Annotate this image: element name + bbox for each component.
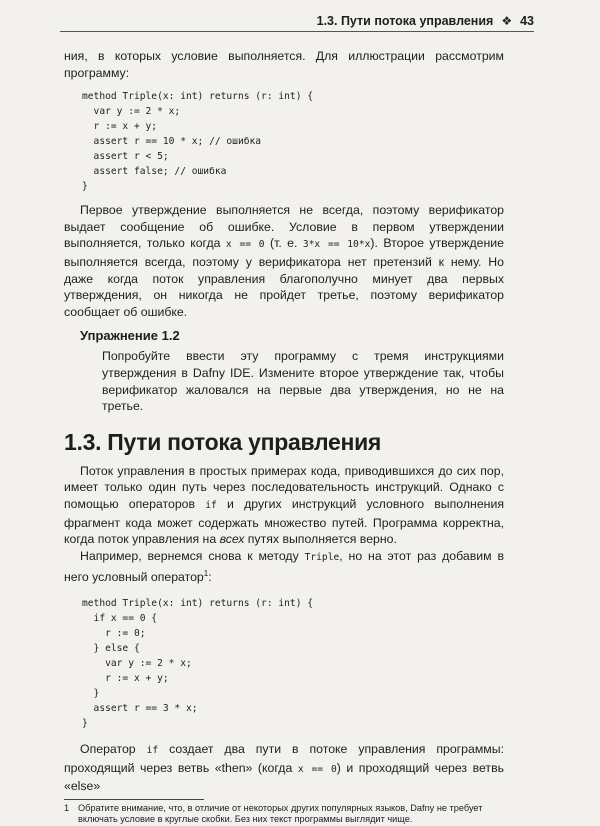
footnote: [64, 803, 504, 826]
paragraph-continuation: ния, в которых условие выполняется. Для иллюстрации рассмотрим программу:: [64, 49, 504, 80]
exercise-title: Упражнение 1.2: [80, 328, 180, 344]
code-block-triple-asserts: method Triple(x: int) returns (r: int) { var y := 2 * x; r := x + y; assert r == 10 * x; // ошибка assert r < 5; assert false; // ошибка }: [82, 91, 314, 193]
footnote-reference: 1: [203, 569, 209, 579]
page-content: [64, 48, 504, 826]
section-heading: 1.3. Пути потока управления: [64, 428, 382, 455]
inline-code: x == 0: [297, 763, 337, 775]
header-section-title: 1.3. Пути потока управления: [316, 14, 494, 28]
footnote-mark: 1: [64, 802, 70, 813]
footnote-text: Обратите внимание, что, в отличие от некоторых других популярных языков, Dafny не требует включать условие в круглые скобки. Без них текст программы выглядит чище.: [78, 802, 483, 825]
code-block-triple-if: method Triple(x: int) returns (r: int) { if x == 0 { r := 0; } else { var y := 2 * x; r := x + y; } assert r == 3 * x; }: [82, 597, 314, 729]
inline-code: Triple: [304, 551, 340, 563]
inline-code: x == 0: [225, 239, 265, 251]
inline-code: if: [205, 499, 217, 511]
exercise-body: Попробуйте ввести эту программу с тремя инструкциями утверждения в Dafny IDE. Измените второе утверждение так, чтобы верификатор жаловался на первые два утверждения, но не на третье.: [102, 349, 504, 414]
paragraph-assert-explanation: Первое утверждение выполняется не всегда, поэтому верификатор выдает сообщение об ошибке. Условие в первом утверждении выполняется, только когда x == 0 (т. е. 3*x == 10*x). Второе утверждение выполняется всегда, поэтому у верификатора нет претензий к нему. Но даже когда поток управления благополучно минует два первых утверждения, он никогда не пройдет третье, поэтому верификатор сообщает об ошибке.: [64, 203, 504, 319]
emphasis: всех: [219, 532, 245, 547]
running-header: [60, 14, 534, 32]
inline-code: if: [146, 744, 159, 756]
paragraph-control-flow: Поток управления в простых примерах кода, приводившихся до сих пор, имеет только один путь через последовательность инструкций. Однако с помощью операторов if и других инструкций условного выполнения фрагмент кода может содержать множество путей. Программа корректна, когда поток управления на всех путях выполняется верно.: [64, 463, 504, 547]
paragraph-example-intro: Например, вернемся снова к методу Triple, но на этот раз добавим в него условный оператор$^1$:: [64, 548, 504, 585]
diamond-separator-icon: ❖: [501, 14, 513, 28]
inline-code: 3*x == 10*x: [302, 239, 371, 251]
page-number: 43: [520, 14, 534, 28]
footnote-divider: [64, 799, 204, 800]
paragraph-if-paths: Оператор if создает два пути в потоке управления программы: проходящий через ветвь «then» (когда x == 0) и проходящий через ветвь «else»: [64, 741, 505, 794]
